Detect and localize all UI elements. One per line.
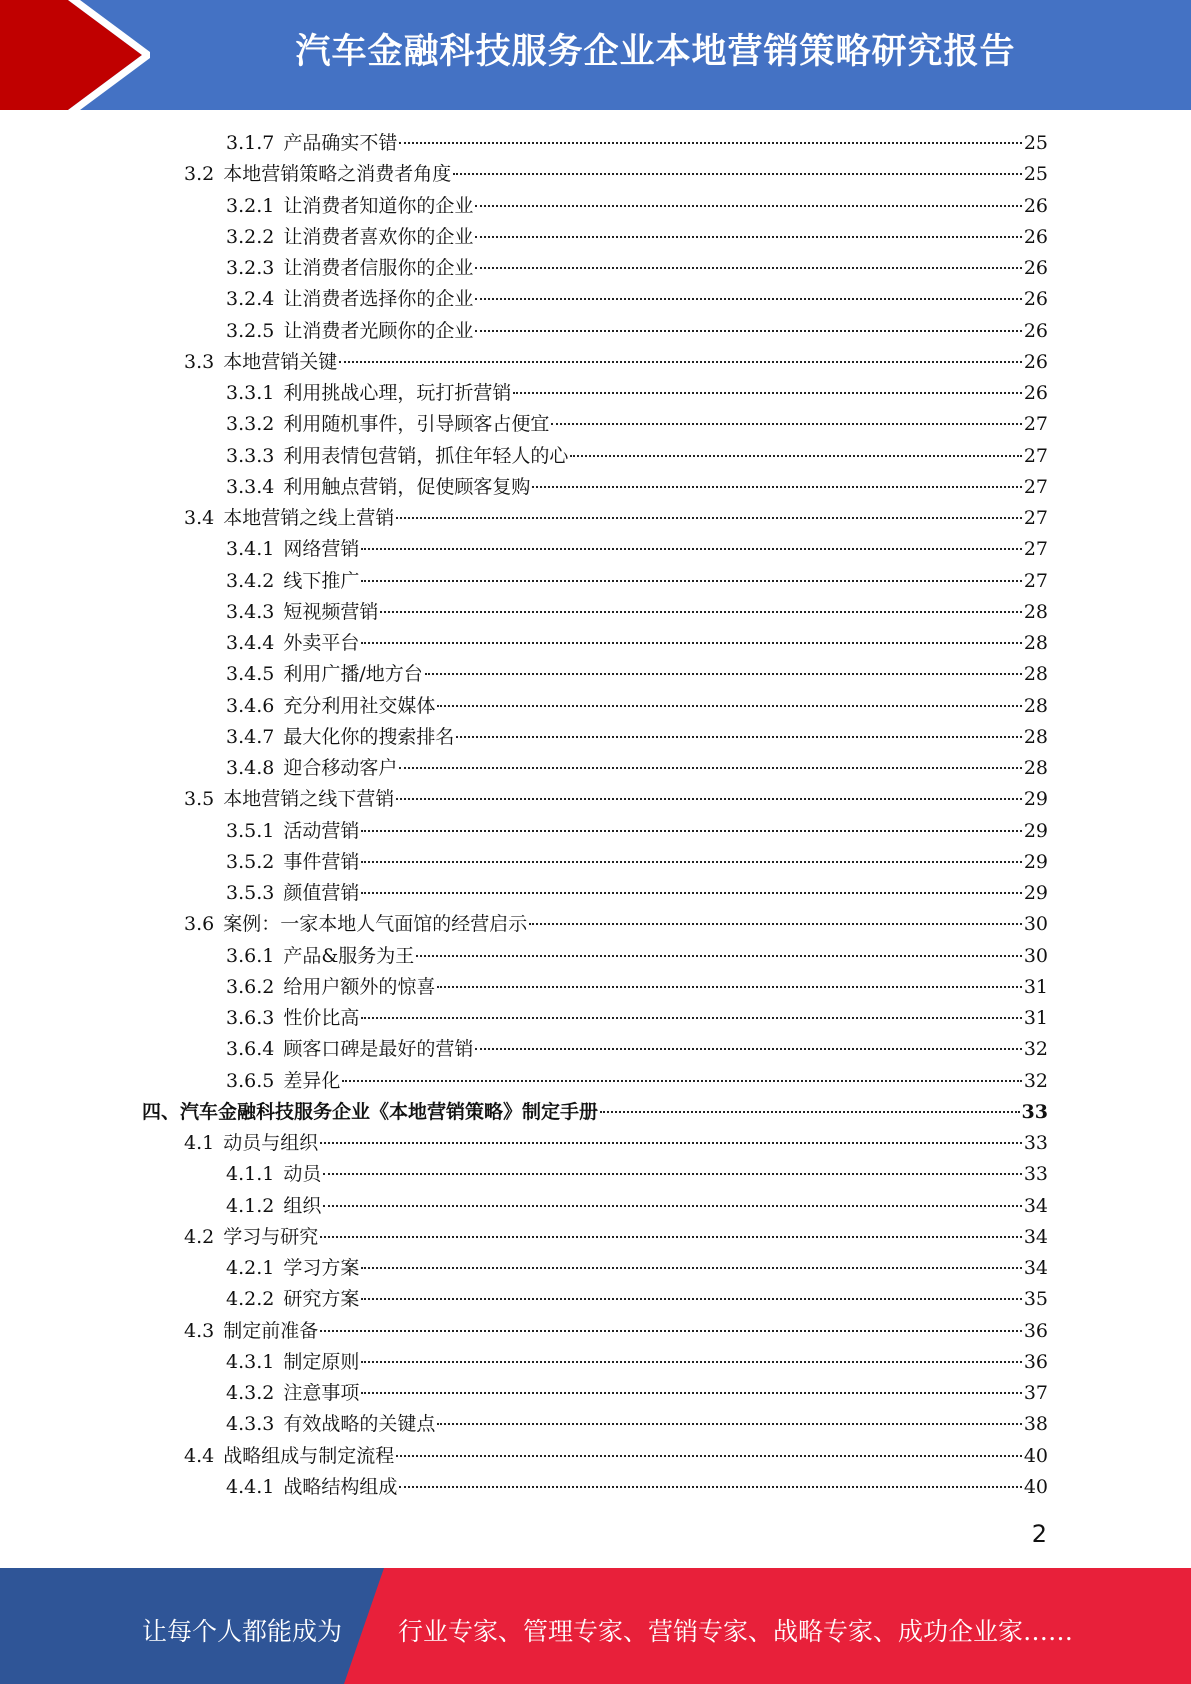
toc-entry-page: 28 bbox=[1023, 600, 1048, 623]
toc-dot-leader bbox=[399, 1486, 1021, 1488]
page-header bbox=[0, 0, 1191, 110]
toc-entry-page: 31 bbox=[1023, 1007, 1048, 1029]
toc-entry-number: 3.6 bbox=[184, 913, 215, 936]
toc-dot-leader bbox=[361, 830, 1021, 832]
toc-entry-page: 28 bbox=[1023, 725, 1048, 748]
toc-entry-page: 30 bbox=[1023, 944, 1048, 967]
toc-entry-title: 制定前准备 bbox=[223, 1319, 319, 1342]
toc-entry-title: 动员 bbox=[283, 1163, 322, 1186]
toc-entry-page: 36 bbox=[1023, 1350, 1048, 1373]
toc-entry-page: 31 bbox=[1023, 975, 1048, 998]
toc-dot-leader bbox=[361, 892, 1021, 894]
toc-dot-leader bbox=[475, 236, 1021, 238]
toc-entry-title: 利用挑战心理，玩打折营销 bbox=[283, 382, 512, 404]
toc-entry-number: 4.3.2 bbox=[226, 1382, 275, 1404]
toc-entry-number: 3.5.2 bbox=[226, 850, 275, 873]
toc-entry-title: 让消费者光顾你的企业 bbox=[283, 319, 474, 342]
toc-entry-number: 3.2.5 bbox=[226, 319, 275, 342]
toc-entry-page: 40 bbox=[1023, 1444, 1048, 1467]
toc-dot-leader bbox=[416, 955, 1022, 957]
toc-entry-page: 34 bbox=[1023, 1257, 1048, 1279]
toc-entry-title: 学习方案 bbox=[283, 1257, 360, 1279]
toc-entry-number: 4.2.2 bbox=[226, 1288, 275, 1311]
toc-dot-leader bbox=[380, 611, 1021, 613]
toc-dot-leader bbox=[361, 1267, 1021, 1269]
toc-entry-page: 26 bbox=[1023, 194, 1048, 217]
toc-dot-leader bbox=[361, 1017, 1021, 1019]
toc-entry[interactable] bbox=[226, 691, 1048, 722]
toc-entry-number: 3.1.7 bbox=[226, 132, 275, 154]
toc-entry-title: 活动营销 bbox=[283, 819, 360, 842]
toc-entry-title: 学习与研究 bbox=[223, 1225, 319, 1248]
toc-entry-number: 3.3.4 bbox=[226, 475, 275, 498]
toc-entry-title: 本地营销关键 bbox=[223, 350, 338, 373]
toc-dot-leader bbox=[361, 1392, 1021, 1394]
toc-entry-number: 4.3 bbox=[184, 1319, 215, 1342]
toc-entry-title: 案例：一家本地人气面馆的经营启示 bbox=[223, 913, 528, 936]
toc-dot-leader bbox=[361, 548, 1021, 550]
toc-entry[interactable] bbox=[226, 1409, 1048, 1440]
toc-entry-title: 给用户额外的惊喜 bbox=[283, 975, 436, 998]
toc-entry-number: 3.4.5 bbox=[226, 663, 275, 686]
toc-entry-number: 3.4.3 bbox=[226, 600, 275, 623]
toc-entry-number: 3.6.5 bbox=[226, 1069, 275, 1092]
toc-entry[interactable] bbox=[226, 128, 1048, 159]
toc-dot-leader bbox=[361, 1298, 1021, 1300]
toc-entry-page: 38 bbox=[1023, 1413, 1048, 1436]
toc-entry-number: 3.4 bbox=[184, 507, 215, 529]
toc-entry-page: 27 bbox=[1023, 413, 1048, 436]
toc-entry-title: 利用随机事件，引导顾客占便宜 bbox=[283, 413, 550, 436]
toc-entry-title: 差异化 bbox=[283, 1069, 341, 1092]
toc-entry[interactable] bbox=[226, 816, 1048, 847]
toc-entry-number: 3.5 bbox=[184, 788, 215, 811]
toc-entry-number: 3.6.3 bbox=[226, 1007, 275, 1029]
toc-entry[interactable] bbox=[226, 253, 1048, 284]
toc-entry-title: 利用表情包营销，抓住年轻人的心 bbox=[283, 444, 569, 467]
toc-entry-page: 35 bbox=[1023, 1288, 1048, 1311]
toc-entry[interactable] bbox=[184, 1316, 1048, 1347]
toc-entry[interactable] bbox=[226, 441, 1048, 472]
toc-entry-number: 4.2 bbox=[184, 1225, 215, 1248]
toc-entry[interactable] bbox=[226, 878, 1048, 909]
toc-entry-page: 29 bbox=[1023, 882, 1048, 904]
toc-entry[interactable] bbox=[184, 347, 1048, 378]
toc-entry-number: 3.4.1 bbox=[226, 538, 275, 561]
toc-entry-number: 3.6.4 bbox=[226, 1038, 275, 1061]
toc-entry[interactable] bbox=[226, 472, 1048, 503]
toc-entry[interactable] bbox=[226, 753, 1048, 784]
toc-entry-number: 3.2.4 bbox=[226, 288, 275, 311]
toc-entry-title: 让消费者选择你的企业 bbox=[283, 288, 474, 311]
toc-entry-page: 27 bbox=[1023, 538, 1048, 561]
toc-entry-number: 3.3.3 bbox=[226, 444, 275, 467]
toc-entry-page: 36 bbox=[1023, 1319, 1048, 1342]
toc-dot-leader bbox=[513, 392, 1021, 394]
toc-entry-number: 3.6.1 bbox=[226, 944, 275, 967]
toc-entry-page: 27 bbox=[1023, 475, 1048, 498]
toc-entry-title: 注意事项 bbox=[283, 1382, 360, 1404]
toc-entry-page: 28 bbox=[1023, 663, 1048, 686]
toc-dot-leader bbox=[396, 798, 1022, 800]
toc-entry-number: 3.4.2 bbox=[226, 569, 275, 592]
toc-entry-title: 性价比高 bbox=[283, 1007, 360, 1029]
toc-dot-leader bbox=[323, 1173, 1021, 1175]
toc-entry[interactable] bbox=[226, 659, 1048, 690]
toc-entry-title: 让消费者知道你的企业 bbox=[283, 194, 474, 217]
toc-entry[interactable] bbox=[226, 1378, 1048, 1409]
toc-dot-leader bbox=[475, 298, 1021, 300]
toc-entry-number: 3.3.2 bbox=[226, 413, 275, 436]
toc-dot-leader bbox=[475, 205, 1021, 207]
footer-slogan-right: 行业专家、管理专家、营销专家、战略专家、成功企业家…… bbox=[398, 1617, 1074, 1646]
toc-entry-number: 3.2 bbox=[184, 163, 215, 186]
toc-entry[interactable] bbox=[226, 972, 1048, 1003]
toc-dot-leader bbox=[361, 580, 1021, 582]
toc-entry-number: 4.1.2 bbox=[226, 1194, 275, 1217]
toc-dot-leader bbox=[339, 361, 1022, 363]
toc-entry-number: 4.3.3 bbox=[226, 1413, 275, 1436]
toc-entry-page: 28 bbox=[1023, 757, 1048, 779]
toc-entry[interactable] bbox=[226, 1284, 1048, 1315]
toc-entry[interactable] bbox=[226, 284, 1048, 315]
toc-entry-title: 事件营销 bbox=[283, 850, 360, 873]
toc-entry[interactable] bbox=[226, 941, 1048, 972]
footer-slogan-left: 让每个人都能成为 bbox=[142, 1617, 343, 1646]
toc-entry-number: 3.6.2 bbox=[226, 975, 275, 998]
toc-dot-leader bbox=[399, 142, 1021, 144]
toc-entry[interactable] bbox=[184, 503, 1048, 534]
toc-entry[interactable] bbox=[226, 847, 1048, 878]
toc-dot-leader bbox=[437, 986, 1021, 988]
toc-entry-page: 33 bbox=[1023, 1132, 1048, 1154]
toc-entry-title: 迎合移动客户 bbox=[283, 757, 398, 779]
toc-entry-number: 3.4.7 bbox=[226, 725, 275, 748]
toc-entry-page: 25 bbox=[1023, 163, 1048, 186]
toc-entry-page: 34 bbox=[1023, 1194, 1048, 1217]
toc-entry-page: 27 bbox=[1023, 444, 1048, 467]
toc-entry-number: 4.4.1 bbox=[226, 1475, 275, 1498]
toc-entry-page: 26 bbox=[1023, 225, 1048, 248]
report-title: 汽车金融科技服务企业本地营销策略研究报告 bbox=[295, 32, 1016, 72]
toc-dot-leader bbox=[361, 642, 1021, 644]
toc-entry[interactable] bbox=[226, 316, 1048, 347]
toc-entry[interactable] bbox=[226, 722, 1048, 753]
toc-entry-title: 顾客口碑是最好的营销 bbox=[283, 1038, 474, 1061]
toc-entry[interactable] bbox=[226, 1034, 1048, 1065]
toc-dot-leader bbox=[361, 1361, 1021, 1363]
toc-entry-page: 40 bbox=[1023, 1475, 1048, 1498]
toc-entry-number: 4.4 bbox=[184, 1444, 215, 1467]
toc-entry-number: 4.1 bbox=[184, 1132, 215, 1154]
toc-dot-leader bbox=[600, 1111, 1020, 1113]
toc-entry-page: 28 bbox=[1023, 694, 1048, 717]
toc-entry[interactable] bbox=[184, 1441, 1048, 1472]
toc-entry[interactable] bbox=[226, 1066, 1048, 1097]
toc-dot-leader bbox=[456, 736, 1021, 738]
toc-entry[interactable] bbox=[226, 409, 1048, 440]
toc-entry-number: 3.2.1 bbox=[226, 194, 275, 217]
toc-entry-page: 29 bbox=[1023, 850, 1048, 873]
toc-entry-page: 33 bbox=[1023, 1163, 1048, 1186]
toc-dot-leader bbox=[532, 486, 1021, 488]
toc-entry-page: 32 bbox=[1023, 1069, 1048, 1092]
toc-dot-leader bbox=[570, 455, 1021, 457]
toc-entry-page: 34 bbox=[1023, 1225, 1048, 1248]
toc-entry-number: 3.5.3 bbox=[226, 882, 275, 904]
toc-entry-page: 27 bbox=[1023, 569, 1048, 592]
toc-entry-number: 4.1.1 bbox=[226, 1163, 275, 1186]
toc-dot-leader bbox=[320, 1330, 1022, 1332]
toc-entry-page: 25 bbox=[1023, 132, 1048, 154]
toc-dot-leader bbox=[399, 767, 1021, 769]
toc-dot-leader bbox=[437, 1423, 1021, 1425]
toc-entry[interactable] bbox=[184, 784, 1048, 815]
toc-dot-leader bbox=[453, 173, 1022, 175]
toc-entry[interactable] bbox=[184, 1128, 1048, 1159]
toc-entry[interactable] bbox=[226, 1253, 1048, 1284]
toc-entry-title: 最大化你的搜索排名 bbox=[283, 725, 455, 748]
toc-dot-leader bbox=[475, 1048, 1021, 1050]
toc-entry[interactable] bbox=[184, 909, 1048, 940]
toc-entry[interactable] bbox=[226, 1191, 1048, 1222]
toc-entry-number: 3.2.3 bbox=[226, 257, 275, 279]
toc-dot-leader bbox=[342, 1080, 1021, 1082]
toc-entry-title: 战略结构组成 bbox=[283, 1475, 398, 1498]
toc-dot-leader bbox=[437, 705, 1021, 707]
toc-entry-number: 3.5.1 bbox=[226, 819, 275, 842]
toc-entry-page: 26 bbox=[1023, 382, 1048, 404]
toc-entry-title: 组织 bbox=[283, 1194, 322, 1217]
toc-entry-title: 外卖平台 bbox=[283, 632, 360, 654]
toc-entry-title: 利用触点营销，促使顾客复购 bbox=[283, 475, 531, 498]
toc-entry-page: 37 bbox=[1023, 1382, 1048, 1404]
toc-entry-title: 本地营销之线上营销 bbox=[223, 507, 395, 529]
toc-entry-page: 33 bbox=[1021, 1100, 1048, 1123]
toc-entry-number: 3.4.6 bbox=[226, 694, 275, 717]
toc-entry[interactable] bbox=[142, 1097, 1048, 1128]
toc-entry[interactable] bbox=[184, 1222, 1048, 1253]
toc-dot-leader bbox=[529, 923, 1022, 925]
toc-entry[interactable] bbox=[226, 191, 1048, 222]
toc-entry-page: 30 bbox=[1023, 913, 1048, 936]
toc-entry-number: 4.2.1 bbox=[226, 1257, 275, 1279]
toc-entry[interactable] bbox=[226, 534, 1048, 565]
toc-entry-title: 利用广播/地方台 bbox=[283, 663, 423, 686]
toc-entry[interactable] bbox=[226, 1472, 1048, 1503]
toc-dot-leader bbox=[425, 673, 1022, 675]
toc-entry-title: 战略组成与制定流程 bbox=[223, 1444, 395, 1467]
toc-entry-page: 32 bbox=[1023, 1038, 1048, 1061]
toc-dot-leader bbox=[361, 861, 1021, 863]
toc-dot-leader bbox=[320, 1236, 1022, 1238]
toc-dot-leader bbox=[320, 1142, 1022, 1144]
toc-entry-page: 26 bbox=[1023, 257, 1048, 279]
toc-dot-leader bbox=[396, 1455, 1022, 1457]
toc-entry[interactable] bbox=[226, 222, 1048, 253]
toc-entry-page: 27 bbox=[1023, 507, 1048, 529]
toc-dot-leader bbox=[551, 423, 1021, 425]
toc-entry-title: 颜值营销 bbox=[283, 882, 360, 904]
toc-entry-number: 3.3 bbox=[184, 350, 215, 373]
toc-entry-page: 26 bbox=[1023, 319, 1048, 342]
toc-entry-number: 3.4.8 bbox=[226, 757, 275, 779]
toc-entry-page: 26 bbox=[1023, 350, 1048, 373]
toc-entry-number: 3.2.2 bbox=[226, 225, 275, 248]
toc-entry[interactable] bbox=[226, 1347, 1048, 1378]
toc-entry[interactable] bbox=[184, 159, 1048, 190]
toc-entry-title: 产品确实不错 bbox=[283, 132, 398, 154]
toc-entry-title: 让消费者喜欢你的企业 bbox=[283, 225, 474, 248]
toc-entry[interactable] bbox=[226, 597, 1048, 628]
toc-entry[interactable] bbox=[226, 1003, 1048, 1034]
page-number: 2 bbox=[1031, 1520, 1047, 1548]
toc-entry-title: 网络营销 bbox=[283, 538, 360, 561]
toc-entry[interactable] bbox=[226, 628, 1048, 659]
toc-entry-page: 26 bbox=[1023, 288, 1048, 311]
toc-entry-number: 4.3.1 bbox=[226, 1350, 275, 1373]
toc-entry-title: 动员与组织 bbox=[223, 1132, 319, 1154]
toc-entry-title: 本地营销策略之消费者角度 bbox=[223, 163, 452, 186]
toc-dot-leader bbox=[475, 330, 1021, 332]
toc-entry-title: 有效战略的关键点 bbox=[283, 1413, 436, 1436]
toc-dot-leader bbox=[396, 517, 1022, 519]
toc-entry-title: 本地营销之线下营销 bbox=[223, 788, 395, 811]
toc-entry-title: 四、汽车金融科技服务企业《本地营销策略》制定手册 bbox=[142, 1100, 599, 1123]
toc-entry-title: 产品&服务为王 bbox=[283, 944, 415, 967]
toc-entry-page: 29 bbox=[1023, 819, 1048, 842]
toc-entry-page: 28 bbox=[1023, 632, 1048, 654]
toc-entry-title: 短视频营销 bbox=[283, 600, 379, 623]
toc-entry[interactable] bbox=[226, 378, 1048, 409]
toc-entry-number: 3.3.1 bbox=[226, 382, 275, 404]
toc-entry[interactable] bbox=[226, 566, 1048, 597]
toc-entry-title: 研究方案 bbox=[283, 1288, 360, 1311]
toc-dot-leader bbox=[475, 267, 1021, 269]
toc-entry[interactable] bbox=[226, 1159, 1048, 1190]
toc-dot-leader bbox=[323, 1205, 1021, 1207]
toc-entry-title: 制定原则 bbox=[283, 1350, 360, 1373]
toc-entry-number: 3.4.4 bbox=[226, 632, 275, 654]
toc-entry-title: 线下推广 bbox=[283, 569, 360, 592]
toc-entry-title: 让消费者信服你的企业 bbox=[283, 257, 474, 279]
toc-entry-title: 充分利用社交媒体 bbox=[283, 694, 436, 717]
toc-entry-page: 29 bbox=[1023, 788, 1048, 811]
